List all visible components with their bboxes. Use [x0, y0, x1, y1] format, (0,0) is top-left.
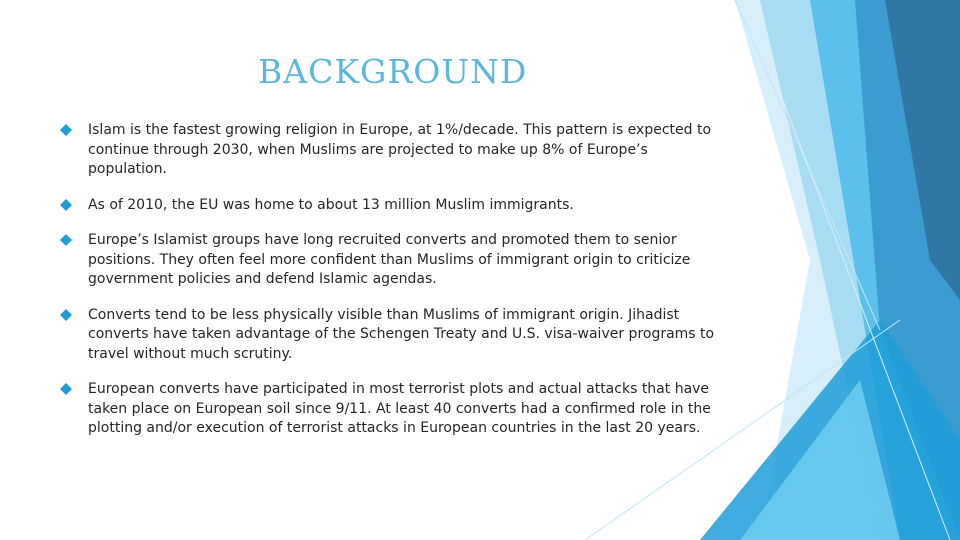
slide-title: BACKGROUND: [258, 52, 528, 91]
list-item: [60, 121, 730, 180]
list-item: [60, 196, 730, 216]
bullet-text: Converts tend to be less physically visible than Muslims of immigrant origin. Jihadist converts have taken advantage of the Schengen Treaty and U.S. visa-waiver programs to travel without much scrutiny.: [88, 306, 715, 362]
diamond-bullet-icon: [60, 309, 88, 321]
bullet-text: Europe’s Islamist groups have long recruited converts and promoted them to senior positions. They often feel more confident than Muslims of immigrant origin to criticize government policies and defend Islamic agendas.: [88, 232, 691, 287]
bullet-list: [60, 121, 730, 455]
list-item: [60, 380, 730, 439]
list-item: [60, 231, 730, 290]
diamond-bullet-icon: [60, 383, 88, 395]
diamond-bullet-icon: [60, 234, 88, 246]
diamond-bullet-icon: [60, 124, 88, 136]
bullet-text: Islam is the fastest growing religion in Europe, at 1%/decade. This pattern is expected to continue through 2030, when Muslims are projected to make up 8% of Europe’s population.: [88, 122, 712, 177]
bullet-text: As of 2010, the EU was home to about 13 million Muslim immigrants.: [88, 196, 574, 213]
list-item: [60, 306, 730, 365]
diamond-bullet-icon: [60, 199, 88, 211]
bullet-text: European converts have participated in most terrorist plots and actual attacks that have taken place on European soil since 9/11. At least 40 converts had a confirmed role in the plotting and/or execution of terrorist attacks in European countries in the last 20 years.: [88, 381, 711, 436]
